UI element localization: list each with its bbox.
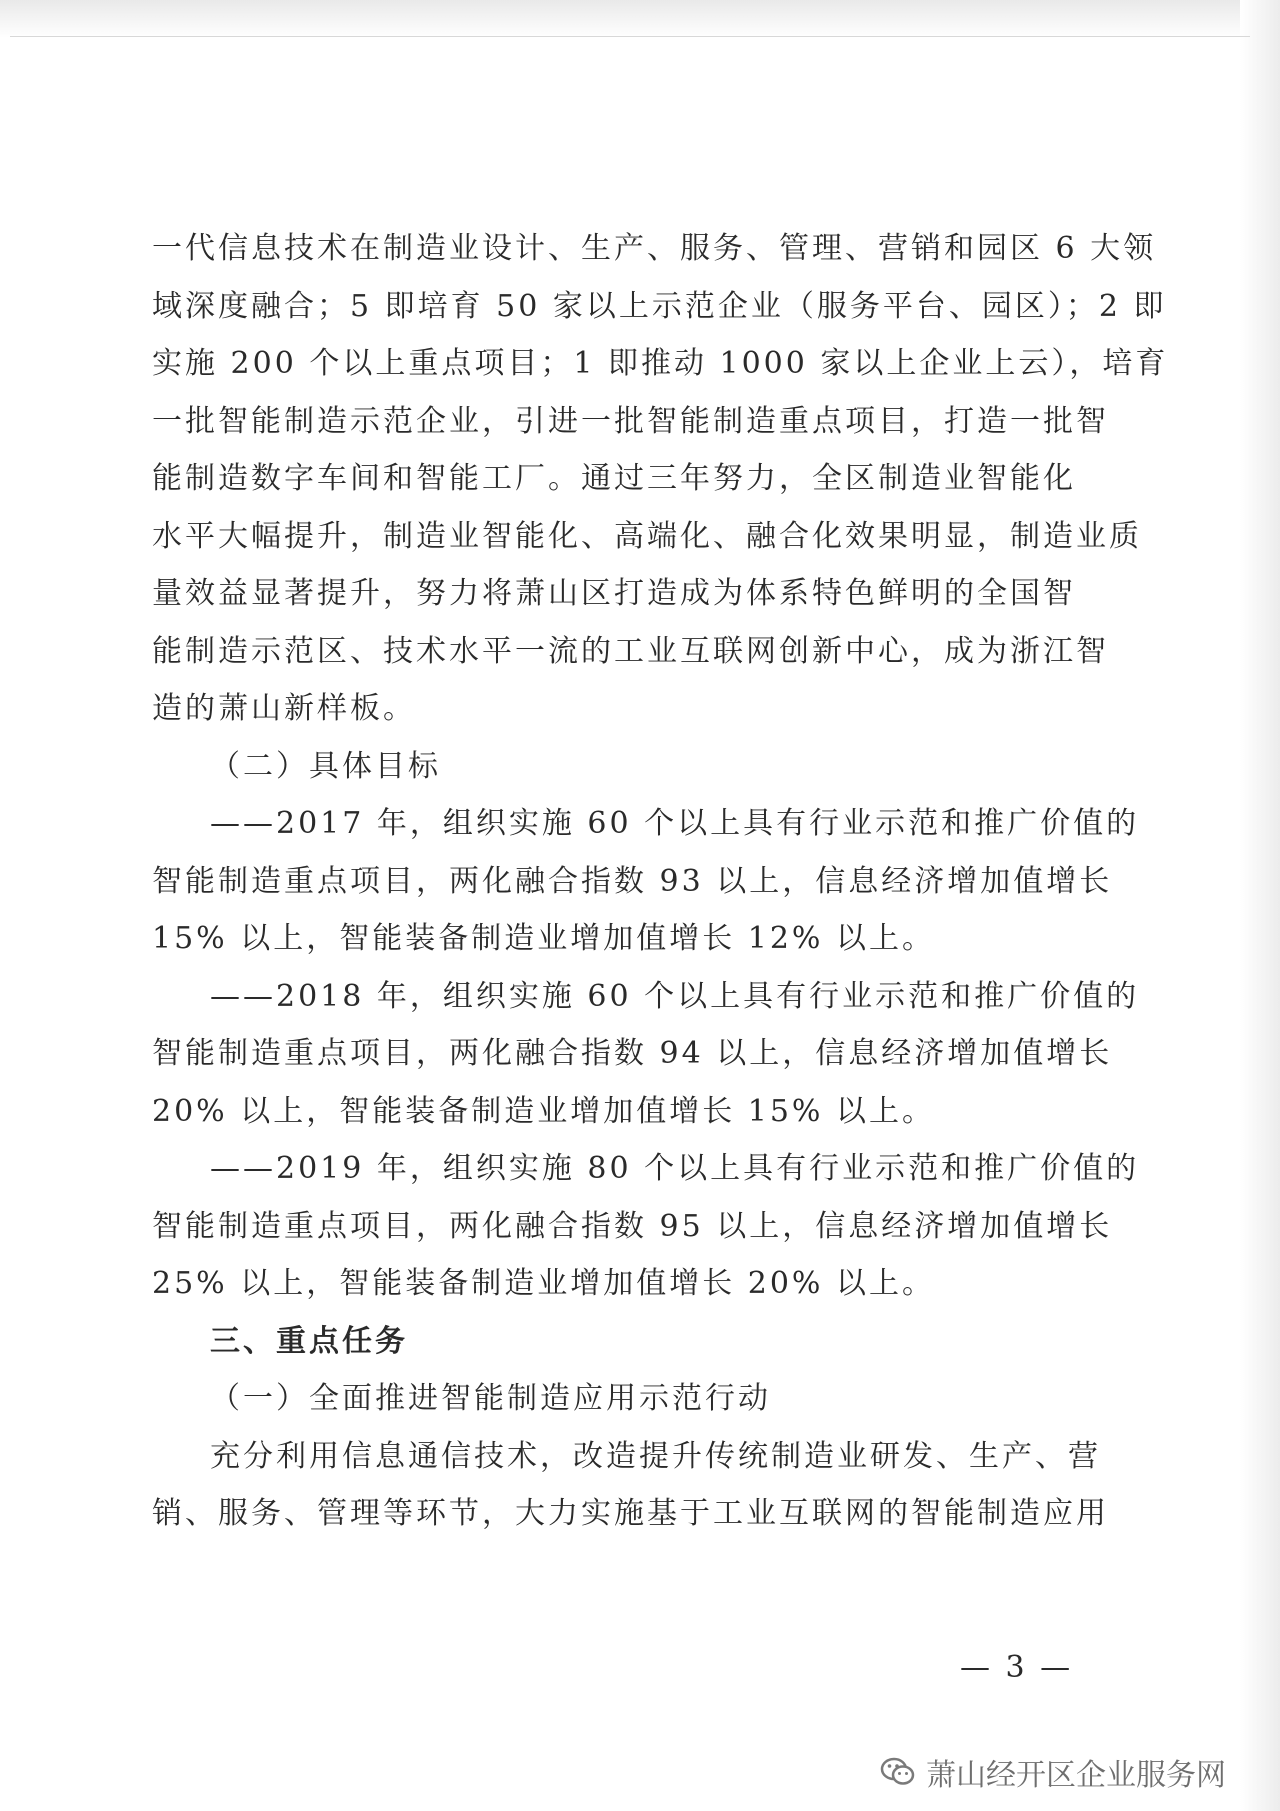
text-line: 智能制造重点项目，两化融合指数 95 以上，信息经济增加值增长: [152, 1208, 1113, 1244]
paragraph: [152, 1370, 1102, 1428]
watermark-text: 萧山经开区企业服务网: [926, 1758, 1226, 1793]
page-border-line: [10, 36, 1250, 37]
paragraph: [152, 968, 1140, 1141]
text-line: ——2019 年，组织实施 80 个以上具有行业示范和推广价值的: [210, 1151, 1140, 1186]
watermark: [880, 1750, 1226, 1794]
text-line: （一）全面推进智能制造应用示范行动: [210, 1381, 771, 1416]
text-line: 量效益显著提升，努力将萧山区打造成为体系特色鲜明的全国智: [152, 576, 1076, 611]
text-line: 20% 以上，智能装备制造业增加值增长 15% 以上。: [152, 1093, 935, 1129]
text-line: （二）具体目标: [210, 748, 441, 784]
text-line: 销、服务、管理等环节，大力实施基于工业互联网的智能制造应用: [152, 1496, 1109, 1531]
text-line: 充分利用信息通信技术，改造提升传统制造业研发、生产、营: [210, 1438, 1101, 1474]
page-number: — 3 —: [960, 1650, 1074, 1685]
scan-shadow-right: [1240, 0, 1280, 1811]
text-line: 水平大幅提升，制造业智能化、高端化、融合化效果明显，制造业质: [152, 518, 1142, 554]
text-line: 智能制造重点项目，两化融合指数 94 以上，信息经济增加值增长: [152, 1036, 1113, 1071]
text-line: 能制造数字车间和智能工厂。通过三年努力，全区制造业智能化: [152, 461, 1076, 496]
text-line: 域深度融合；5 即培育 50 家以上示范企业（服务平台、园区）；2 即: [152, 288, 1167, 324]
text-line: ——2018 年，组织实施 60 个以上具有行业示范和推广价值的: [210, 978, 1140, 1014]
text-line: ——2017 年，组织实施 60 个以上具有行业示范和推广价值的: [210, 806, 1140, 841]
paragraph: [152, 738, 1102, 796]
wechat-icon: [880, 1756, 916, 1788]
paragraph: [152, 795, 1140, 968]
paragraph: [152, 1428, 1109, 1543]
paragraph: [152, 220, 1169, 738]
text-line: 一代信息技术在制造业设计、生产、服务、管理、营销和园区 6 大领: [152, 231, 1157, 266]
text-line: 能制造示范区、技术水平一流的工业互联网创新中心，成为浙江智: [152, 633, 1109, 669]
text-line: 实施 200 个以上重点项目；1 即推动 1000 家以上企业上云），培育: [152, 346, 1169, 381]
text-line: 造的萧山新样板。: [152, 691, 416, 726]
paragraph: [152, 1140, 1140, 1313]
document-body: [152, 220, 1169, 1543]
text-line: 智能制造重点项目，两化融合指数 93 以上，信息经济增加值增长: [152, 863, 1113, 899]
text-line: 25% 以上，智能装备制造业增加值增长 20% 以上。: [152, 1266, 935, 1301]
text-line: 15% 以上，智能装备制造业增加值增长 12% 以上。: [152, 921, 935, 956]
scan-shadow-top: [0, 0, 1280, 38]
text-line: 一批智能制造示范企业，引进一批智能制造重点项目，打造一批智: [152, 403, 1109, 439]
text-line: 三、重点任务: [210, 1323, 408, 1359]
section-heading: [152, 1313, 1102, 1371]
